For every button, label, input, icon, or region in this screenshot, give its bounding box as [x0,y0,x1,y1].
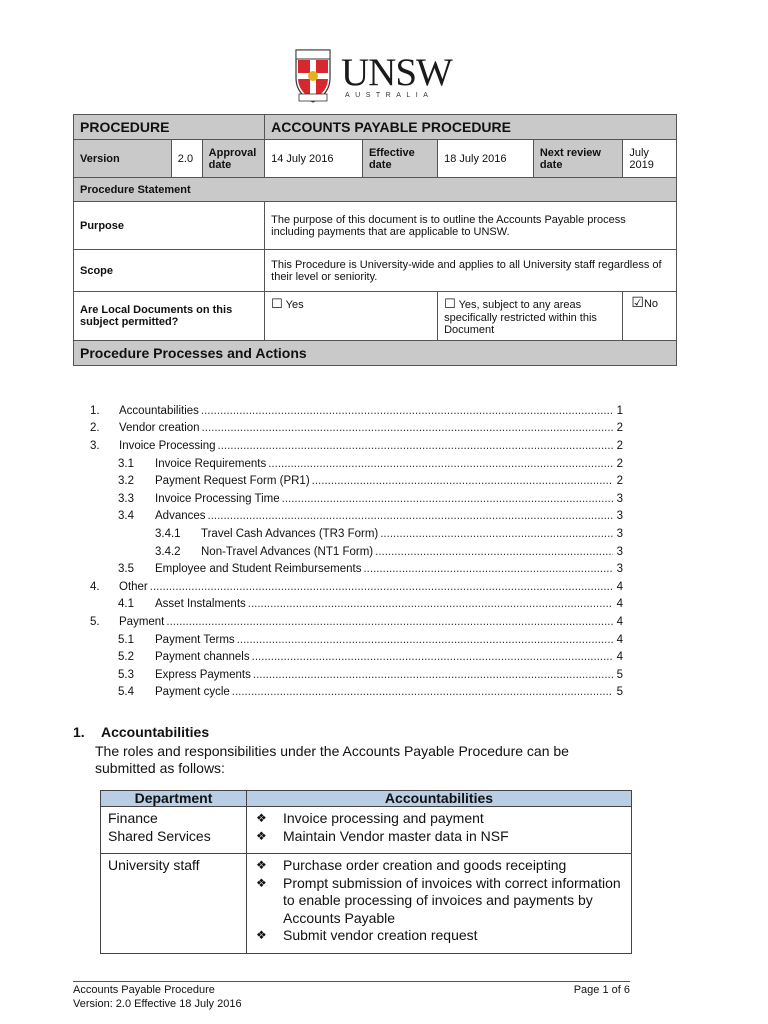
column-header-accountabilities: Accountabilities [247,791,632,807]
section-intro: The roles and responsibilities under the Accounts Payable Procedure can be submitted as follows: [95,743,569,776]
toc-page: 3 [616,563,623,576]
toc-page: 3 [616,492,623,505]
toc-number: 5.2 [118,651,134,664]
toc-page: 4 [616,633,623,646]
toc-number: 5.3 [118,668,134,681]
unsw-crest-icon [293,48,333,104]
toc-item[interactable] [90,578,623,596]
effective-date-value: 18 July 2016 [438,140,534,178]
toc-leader [237,634,613,646]
toc-leader [252,651,613,663]
section-title: Accountabilities [101,724,210,740]
toc-item[interactable] [90,631,623,649]
toc-title: Payment channels [155,651,250,664]
toc-title: Asset Instalments [155,598,246,611]
toc-leader [218,440,613,452]
toc-page: 4 [616,580,623,593]
accountabilities-table [100,790,632,954]
option-yes-subject [438,292,623,341]
table-of-contents [90,402,623,701]
toc-number: 5. [90,615,100,628]
accountabilities-cell [247,807,632,854]
toc-item[interactable] [90,420,623,438]
toc-page: 2 [616,439,623,452]
toc-item[interactable] [90,402,623,420]
toc-item[interactable] [90,666,623,684]
toc-number: 3.4.2 [155,545,181,558]
department-name: Finance [108,810,158,826]
department-cell [101,807,247,854]
toc-leader [253,669,613,681]
toc-page: 4 [616,651,623,664]
toc-number: 4.1 [118,598,134,611]
table-row [101,807,632,854]
footer-document-name: Accounts Payable Procedure [73,984,215,996]
toc-leader [380,528,613,540]
list-item-text: Invoice processing and payment [283,810,484,826]
scope-label: Scope [74,250,265,292]
toc-item[interactable] [90,684,623,702]
toc-item[interactable] [90,596,623,614]
list-item-text: Purchase order creation and goods receipting [283,857,567,873]
list-item [254,927,624,945]
checkbox-empty-icon: ☐ [271,296,283,311]
checkbox-checked-icon: ☑ [631,294,644,310]
toc-title: Advances [155,510,206,523]
list-item [254,810,624,828]
accountabilities-cell [247,854,632,954]
toc-item[interactable] [90,525,623,543]
toc-title: Invoice Processing [119,439,216,452]
checkbox-empty-icon: ☐ [444,296,456,311]
procedure-label: PROCEDURE [74,115,265,140]
department-name-line2: Shared Services [108,827,211,844]
option-yes-label: Yes [285,299,304,311]
purpose-text: The purpose of this document is to outline the Accounts Payable process including payments that are applicable to UNSW. [265,202,677,250]
toc-item[interactable] [90,560,623,578]
effective-date-label: Effective date [362,140,437,178]
footer-page-number: Page 1 of 6 [573,984,630,996]
toc-leader [248,598,613,610]
toc-page: 4 [616,615,623,628]
toc-number: 3.4 [118,510,134,523]
toc-page: 2 [616,422,623,435]
diamond-bullet-icon: ❖ [256,875,267,890]
page-footer [73,983,630,1011]
toc-page: 4 [616,598,623,611]
review-date-label: Next review date [533,140,623,178]
toc-page: 5 [616,668,623,681]
procedure-statement-heading: Procedure Statement [74,178,677,202]
toc-title: Accountabilities [119,404,199,417]
unsw-logo [293,48,463,106]
toc-leader [375,546,613,558]
toc-title: Express Payments [155,668,251,681]
toc-page: 3 [616,510,623,523]
section-heading-accountabilities [73,724,209,740]
option-yes-subject-label: Yes, subject to any areas specifically restricted within this Document [444,299,597,336]
approval-date-label: Approval date [202,140,264,178]
toc-number: 5.4 [118,686,134,699]
list-item-text: Maintain Vendor master data in NSF [283,827,509,844]
toc-title: Payment Request Form (PR1) [155,475,310,488]
toc-number: 3.5 [118,563,134,576]
toc-title: Payment [119,615,165,628]
toc-page: 3 [616,545,623,558]
table-row [101,854,632,954]
toc-number: 2. [90,422,100,435]
toc-title: Non-Travel Advances (NT1 Form) [201,545,374,558]
toc-leader [208,510,613,522]
diamond-bullet-icon: ❖ [256,928,267,942]
toc-item[interactable] [90,490,623,508]
toc-page: 5 [616,686,623,699]
approval-date-value: 14 July 2016 [265,140,363,178]
toc-number: 3.3 [118,492,134,505]
purpose-label: Purpose [74,202,265,250]
footer-version: Version: 2.0 Effective 18 July 2016 [73,998,242,1010]
list-item [254,828,624,846]
toc-leader [166,616,613,628]
toc-title: Invoice Processing Time [155,492,280,505]
list-item-text: Submit vendor creation request [283,927,478,943]
toc-leader [312,475,613,487]
toc-number: 4. [90,580,100,593]
version-value: 2.0 [171,140,202,178]
toc-leader [201,405,613,417]
toc-number: 5.1 [118,633,134,646]
diamond-bullet-icon: ❖ [256,811,267,825]
toc-title: Travel Cash Advances (TR3 Form) [201,527,379,540]
toc-title: Other [119,580,148,593]
option-no [623,292,677,341]
toc-leader [282,493,613,505]
toc-item[interactable] [90,613,623,631]
section-number: 1. [73,724,85,740]
scope-text: This Procedure is University-wide and applies to all University staff regardless of their level or seniority. [265,250,677,292]
toc-page: 2 [616,475,623,488]
toc-leader [202,422,613,434]
procedure-info-table [73,114,677,366]
diamond-bullet-icon: ❖ [256,828,267,843]
toc-page: 2 [616,457,623,470]
toc-title: Payment cycle [155,686,230,699]
toc-leader [363,563,613,575]
review-date-value: July 2019 [623,140,677,178]
toc-leader [268,458,613,470]
logo-subtitle: AUSTRALIA [345,92,434,99]
local-docs-label: Are Local Documents on this subject permitted? [74,292,265,341]
toc-item[interactable] [90,437,623,455]
toc-title: Payment Terms [155,633,235,646]
toc-title: Invoice Requirements [155,457,267,470]
department-cell [101,854,247,954]
toc-leader [150,581,613,593]
procedure-title: ACCOUNTS PAYABLE PROCEDURE [265,115,677,140]
department-name: University staff [108,857,200,873]
footer-divider [73,981,630,982]
toc-title: Vendor creation [119,422,200,435]
option-no-label: No [643,298,658,310]
toc-number: 3.2 [118,475,134,488]
toc-item[interactable] [90,508,623,526]
toc-item[interactable] [90,455,623,473]
option-yes [265,292,438,341]
toc-item[interactable] [90,543,623,561]
processes-heading: Procedure Processes and Actions [74,341,677,366]
list-item [254,875,624,928]
diamond-bullet-icon: ❖ [256,858,267,872]
toc-leader [232,686,613,698]
column-header-department: Department [101,791,247,807]
toc-number: 1. [90,404,100,417]
toc-number: 3.1 [118,457,134,470]
logo-wordmark: UNSW [341,51,452,94]
toc-number: 3. [90,439,100,452]
toc-item[interactable] [90,648,623,666]
toc-title: Employee and Student Reimbursements [155,563,362,576]
version-label: Version [74,140,172,178]
toc-page: 3 [616,527,623,540]
toc-number: 3.4.1 [155,527,181,540]
toc-item[interactable] [90,472,623,490]
toc-page: 1 [616,404,623,417]
list-item [254,857,624,875]
list-item-text: Prompt submission of invoices with correct information to enable processing of invoices and payments by Accounts Payable [283,874,621,926]
